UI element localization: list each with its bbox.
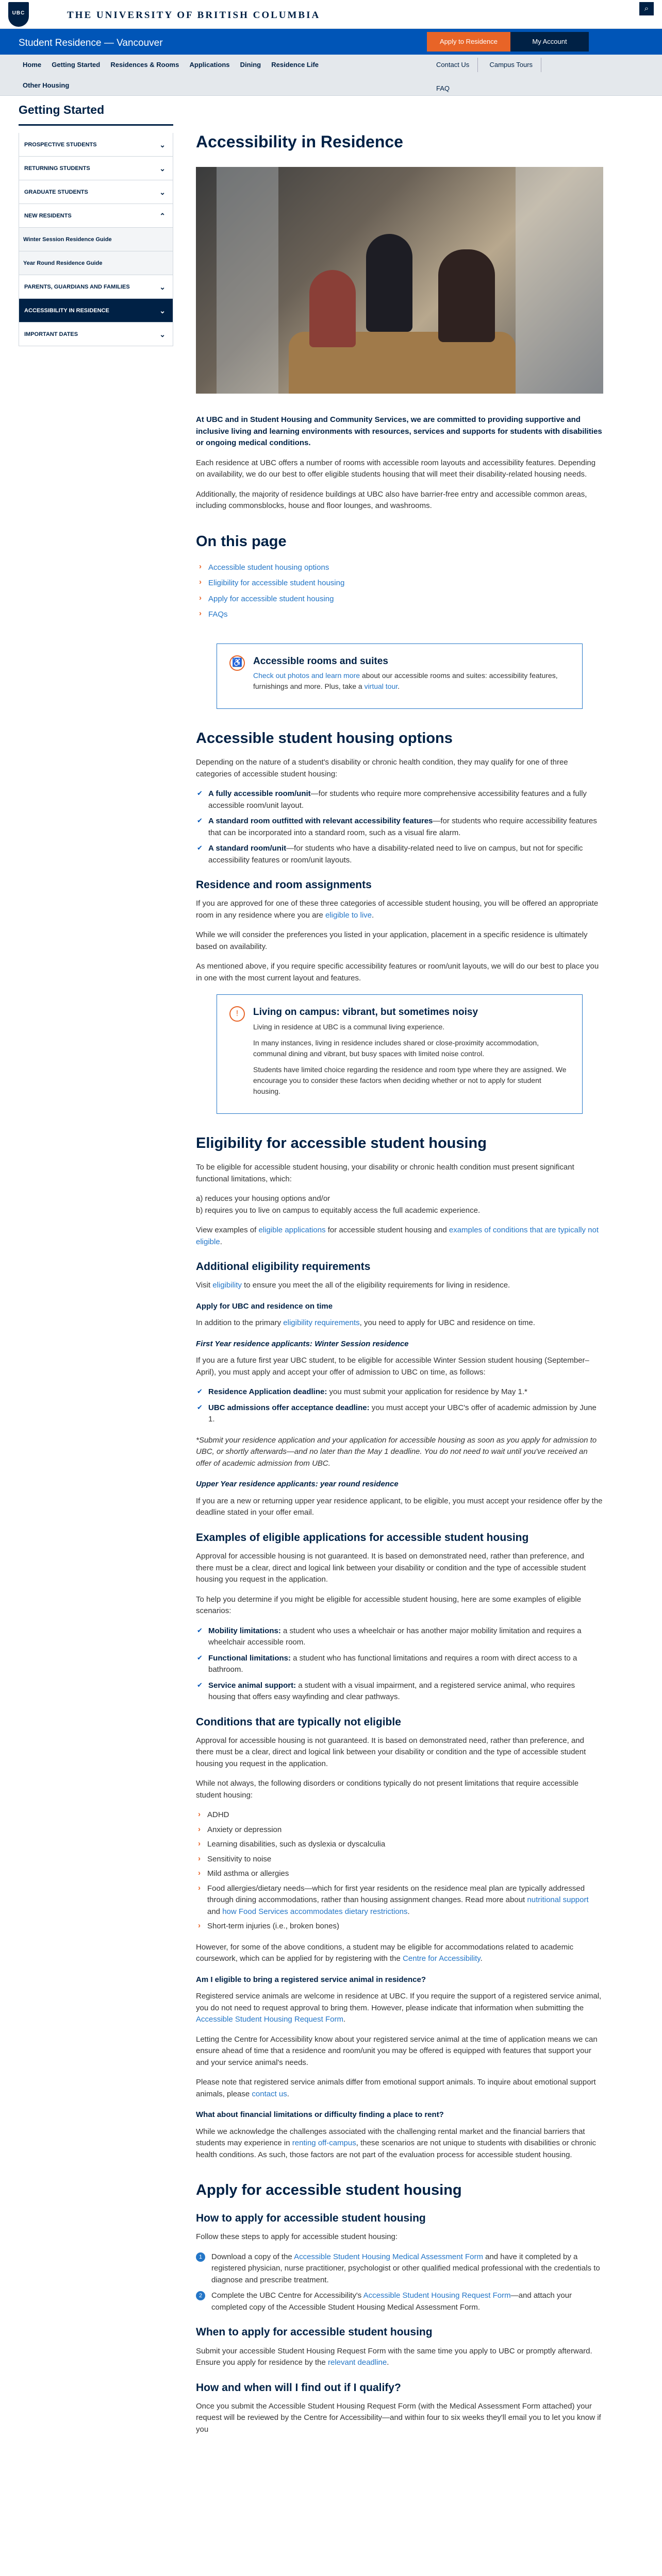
subheading-financial: What about financial limitations or difficulty finding a place to rent?: [196, 2110, 444, 2120]
not-eligible-link[interactable]: examples of conditions that are typically not eligible: [196, 1226, 599, 1246]
upper-year-paragraph: If you are a new or returning upper year residence applicant, to be eligible, you must accept your residence offer by the deadline stated in your offer email.: [196, 1496, 603, 1517]
eligibility-requirements-link[interactable]: eligibility requirements: [283, 1318, 360, 1328]
sidebar-item-label: PARENTS, GUARDIANS AND FAMILIES: [24, 283, 130, 290]
callout-accessible-rooms: [217, 643, 583, 709]
when-to-apply-paragraph: Submit your accessible Student Housing Request Form with the same time you apply to UBC or promptly afterward. Ensure you apply for residence by the relevant deadline.: [196, 2346, 592, 2367]
list-item: › ADHD: [196, 1809, 603, 1821]
sidebar-item-label: PROSPECTIVE STUDENTS: [24, 141, 97, 148]
chevron-up-icon[interactable]: ⌃: [159, 211, 166, 220]
sidebar-subitem-year-round-guide[interactable]: Year Round Residence Guide: [19, 251, 173, 275]
not-eligible-list: [196, 1809, 603, 1933]
on-this-page-heading: On this page: [196, 533, 287, 550]
callout-text: Students have limited choice regarding the residence and room type where they are assigned. We encourage you to consider these factors when deciding whether or not to apply for student housing.: [253, 1065, 567, 1096]
centre-for-accessibility-link[interactable]: Centre for Accessibility: [403, 1954, 481, 1963]
request-form-link[interactable]: Accessible Student Housing Request Form: [196, 2015, 343, 2024]
section-heading-eligibility: Eligibility for accessible student housing: [196, 1135, 487, 1152]
main-navigation: [0, 55, 662, 96]
nav-item-residences-rooms[interactable]: Residences & Rooms: [110, 61, 179, 69]
nav-item-faq[interactable]: FAQ: [436, 84, 450, 92]
unit-title[interactable]: Student Residence — Vancouver: [19, 38, 163, 48]
subheading-service-animal: Am I eligible to bring a registered service animal in residence?: [196, 1975, 426, 1984]
eligibility-criterion: b) requires you to live on campus to equitably access the full academic experience.: [196, 1206, 481, 1215]
sidebar-title: Getting Started: [19, 101, 173, 126]
list-item: ✔ Residence Application deadline: you must submit your application for residence by May 1.*: [196, 1386, 603, 1398]
nav-item-residence-life[interactable]: Residence Life: [271, 61, 319, 69]
step-item: Download a copy of the Accessible Student Housing Medical Assessment Form and have it completed by a registered physician, nurse practitioner, psychologist or other qualified medical professional with the credentials to diagnose and prescribe treatment.: [196, 2251, 603, 2286]
sidebar-item-returning-students[interactable]: [19, 157, 173, 180]
callout-text: Living in residence at UBC is a communal living experience.: [253, 1023, 445, 1031]
first-year-paragraph: If you are a future first year UBC student, to be eligible for accessible Winter Session student housing (September–April), you must apply and accept your offer of admission to UBC on time, as follows:: [196, 1356, 589, 1377]
examples-paragraph: Approval for accessible housing is not guaranteed. It is based on demonstrated need, rather than preference, and there must be a clear, direct and logical link between your disability or condition and the type of accessible student housing you request in the application.: [196, 1552, 586, 1584]
assignments-paragraph: As mentioned above, if you require specific accessibility features or room/unit layouts, we will do our best to place you in one with the most current layout and features.: [196, 962, 599, 982]
chevron-down-icon[interactable]: ⌄: [159, 140, 166, 149]
list-item: › Sensitivity to noise: [196, 1854, 603, 1866]
sidebar-item-parents[interactable]: [19, 275, 173, 299]
eligible-scenarios-list: [196, 1625, 603, 1703]
my-account-button[interactable]: My Account: [510, 32, 589, 52]
deadline-list: [196, 1386, 603, 1426]
housing-request-form-link[interactable]: Accessible Student Housing Request Form: [363, 2291, 511, 2300]
sidebar-item-graduate-students[interactable]: [19, 180, 173, 204]
find-out-paragraph: Once you submit the Accessible Student Housing Request Form (with the Medical Assessment Form attached) your request will be reviewed by the Centre for Accessibility—and within four to six weeks they'll email you to let you know if you: [196, 2401, 601, 2434]
nutritional-support-link[interactable]: nutritional support: [527, 1895, 589, 1905]
not-eligible-paragraph: While not always, the following disorders or conditions typically do not present limitations that require accessible student housing:: [196, 1779, 579, 1800]
list-item: › Learning disabilities, such as dyslexia or dyscalculia: [196, 1839, 603, 1851]
subheading-find-out: How and when will I find out if I qualify?: [196, 2381, 401, 2394]
options-intro: Depending on the nature of a student's disability or chronic health condition, they may qualify for one of three categories of accessible student housing:: [196, 758, 568, 778]
subheading-additional-requirements: Additional eligibility requirements: [196, 1261, 371, 1273]
relevant-deadline-link[interactable]: relevant deadline: [327, 2358, 387, 2367]
chevron-down-icon[interactable]: ⌄: [159, 306, 166, 315]
ubc-wordmark[interactable]: THE UNIVERSITY OF BRITISH COLUMBIA: [67, 10, 321, 21]
not-eligible-paragraph: However, for some of the above conditions, a student may be eligible for accommodations related to academic coursework, which can be applied for by registering with the Centre for Accessibility.: [196, 1942, 574, 1963]
ubc-global-header: [0, 0, 662, 29]
options-list: [196, 788, 603, 866]
nav-item-campus-tours[interactable]: Campus Tours: [480, 58, 541, 72]
callout-living-on-campus: [217, 994, 583, 1114]
sidebar-item-accessibility[interactable]: [19, 299, 173, 323]
list-item: › Food allergies/dietary needs—which for first year residents on the residence meal plan are typically addressed through dining accommodations, rather than housing assignment changes. Read more about nutritional support and how Food Services accommodates dietary restrictions.: [196, 1883, 603, 1918]
list-item: › Mild asthma or allergies: [196, 1868, 603, 1880]
sidebar-item-label: ACCESSIBILITY IN RESIDENCE: [24, 307, 109, 314]
eligible-applications-link[interactable]: eligible applications: [258, 1226, 326, 1235]
subheading-how-to-apply: How to apply for accessible student housing: [196, 2212, 426, 2225]
intro-paragraph: Each residence at UBC offers a number of rooms with accessible room layouts and accessibility features. Depending on availability, we do our best to offer eligible students housing that will meet their disability-related housing needs.: [196, 458, 596, 479]
subheading-apply-on-time: Apply for UBC and residence on time: [196, 1301, 333, 1311]
apply-steps-list: [196, 2251, 603, 2314]
eligibility-link[interactable]: eligibility: [212, 1281, 242, 1290]
section-heading-apply: Apply for accessible student housing: [196, 2182, 462, 2199]
anchor-link-apply[interactable]: › Apply for accessible student housing: [196, 591, 603, 607]
callout-text: In many instances, living in residence includes shared or close-proximity accommodation, communal dining and vibrant, but busy spaces with limited noise control.: [253, 1039, 539, 1058]
chevron-down-icon[interactable]: ⌄: [159, 188, 166, 196]
medical-assessment-form-link[interactable]: Accessible Student Housing Medical Assessment Form: [294, 2252, 483, 2261]
apply-on-time-paragraph: In addition to the primary eligibility requirements, you need to apply for UBC and residence on time.: [196, 1318, 535, 1328]
intro-paragraph: Additionally, the majority of residence buildings at UBC also have barrier-free entry and accessible common areas, including commonsblocks, house and floor lounges, and washrooms.: [196, 489, 587, 511]
on-this-page-list: [196, 560, 603, 623]
list-item: › Short-term injuries (i.e., broken bones): [196, 1921, 603, 1933]
nav-secondary: [427, 58, 589, 95]
list-item: ✔ A standard room/unit—for students who have a disability-related need to live on campus, but not for specific accessibility features or room/unit layouts.: [196, 843, 603, 866]
main-content: [196, 101, 603, 2444]
nav-item-getting-started[interactable]: Getting Started: [52, 61, 101, 69]
not-eligible-paragraph: Approval for accessible housing is not guaranteed. It is based on demonstrated need, rather than preference, and there must be a clear, direct and logical link between your disability or condition and the type of accessible student housing you request in the application.: [196, 1736, 586, 1768]
assignments-paragraph: If you are approved for one of these three categories of accessible student housing, you will be offered an appropriate room in any residence where you are eligible to live.: [196, 899, 599, 920]
eligible-to-live-link[interactable]: eligible to live: [325, 910, 372, 920]
callout-title: Living on campus: vibrant, but sometimes noisy: [253, 1007, 478, 1018]
sidebar-subitem-winter-guide[interactable]: Winter Session Residence Guide: [19, 228, 173, 251]
ubc-crest-logo[interactable]: [8, 2, 29, 27]
list-item: ✔ Mobility limitations: a student who uses a wheelchair or has another major mobility limitation and requires a wheelchair accessible room.: [196, 1625, 603, 1649]
sidebar-item-label: IMPORTANT DATES: [24, 331, 78, 337]
ubc-logo-text: UBC: [12, 10, 25, 16]
page-title: Accessibility in Residence: [196, 132, 403, 151]
virtual-tour-link[interactable]: virtual tour: [364, 682, 398, 691]
sidebar-item-label: GRADUATE STUDENTS: [24, 189, 88, 195]
list-item: › Anxiety or depression: [196, 1824, 603, 1836]
service-animal-paragraph: Registered service animals are welcome in residence at UBC. If you require the support of a registered service animal, you do not need to request approval to bring them. However, please indicate that information when submitting the Accessible Student Housing Request Form.: [196, 1992, 602, 2024]
additional-paragraph: Visit eligibility to ensure you meet the all of the eligibility requirements for living in residence.: [196, 1281, 510, 1290]
eligibility-examples-paragraph: View examples of eligible applications for accessible student housing and examples of conditions that are typically not eligible.: [196, 1226, 599, 1246]
nav-item-applications[interactable]: Applications: [189, 61, 230, 69]
sidebar-item-new-residents[interactable]: [19, 204, 173, 228]
sidebar-item-label: RETURNING STUDENTS: [24, 165, 90, 172]
callout-title: Accessible rooms and suites: [253, 655, 388, 667]
sidebar-item-prospective-students[interactable]: [19, 133, 173, 157]
nav-item-other-housing[interactable]: Other Housing: [23, 81, 70, 89]
sidebar-item-label: NEW RESIDENTS: [24, 212, 72, 219]
hero-image: [196, 167, 603, 394]
chevron-down-icon[interactable]: ⌄: [159, 330, 166, 338]
list-item: ✔ UBC admissions offer acceptance deadline: you must accept your UBC's offer of academic admission by June 1.: [196, 1402, 603, 1426]
food-services-link[interactable]: how Food Services accommodates dietary restrictions: [222, 1907, 408, 1916]
subheading-first-year: First Year residence applicants: Winter Session residence: [196, 1339, 409, 1348]
eligibility-intro: To be eligible for accessible student housing, your disability or chronic health condition must present significant functional limitations, which:: [196, 1163, 574, 1183]
section-heading-options: Accessible student housing options: [196, 730, 453, 747]
list-item: ✔ Functional limitations: a student who has functional limitations and requires a room with direct access to a bathroom.: [196, 1653, 603, 1676]
nav-item-home[interactable]: Home: [23, 61, 42, 69]
accessibility-icon: ♿: [229, 655, 245, 671]
service-animal-paragraph: Please note that registered service animals differ from emotional support animals. To inquire about emotional support animals, please contact us.: [196, 2078, 596, 2098]
warning-icon: !: [229, 1006, 245, 1022]
eligibility-criterion: a) reduces your housing options and/or: [196, 1194, 330, 1204]
apply-to-residence-button[interactable]: Apply to Residence: [427, 32, 510, 52]
list-item: ✔ Service animal support: a student with a visual impairment, and a registered service animal, who requires housing that offers easy wayfinding and clear pathways.: [196, 1680, 603, 1703]
nav-item-contact-us[interactable]: Contact Us: [427, 58, 478, 72]
callout-text: Check out photos and learn more about our accessible rooms and suites: accessibility features, furnishings and more. Plus, take a virtual tour.: [253, 671, 558, 691]
subheading-when-to-apply: When to apply for accessible student housing: [196, 2326, 433, 2338]
how-to-apply-intro: Follow these steps to apply for accessible student housing:: [196, 2232, 398, 2242]
examples-paragraph: To help you determine if you might be eligible for accessible student housing, here are some examples of eligible scenarios:: [196, 1595, 582, 1616]
nav-item-dining[interactable]: Dining: [240, 61, 261, 69]
subheading-not-eligible: Conditions that are typically not eligible: [196, 1716, 401, 1728]
financial-paragraph: While we acknowledge the challenges associated with the challenging rental market and the financial barriers that students may experience in renting off-campus, these scenarios are not unique to students with disabilities or chronic health conditions. As such, those factors are not part of the evaluation process for accessible student housing.: [196, 2127, 597, 2159]
nav-main-items: [19, 58, 421, 72]
step-item: Complete the UBC Centre for Accessibility's Accessible Student Housing Request Form—and attach your completed copy of the Accessible Student Housing Medical Assessment Form.: [196, 2290, 603, 2313]
subheading-upper-year: Upper Year residence applicants: year round residence: [196, 1480, 399, 1489]
unit-bar: [0, 29, 662, 55]
sidebar: [19, 101, 173, 346]
subheading-assignments: Residence and room assignments: [196, 879, 372, 891]
chevron-down-icon[interactable]: ⌄: [159, 282, 166, 291]
lead-paragraph: At UBC and in Student Housing and Community Services, we are committed to providing supportive and inclusive living and learning environments with resources, services and supports for students with disabilities or ongoing medical conditions.: [196, 415, 602, 448]
service-animal-paragraph: Letting the Centre for Accessibility know about your registered service animal at the time of application means we can ensure ahead of time that a residence and room/unit you may be offered is equipped with features that support your and your service animal's needs.: [196, 2035, 598, 2067]
renting-off-campus-link[interactable]: renting off-campus: [292, 2139, 356, 2148]
photos-link[interactable]: Check out photos and learn more: [253, 671, 360, 680]
assignments-paragraph: While we will consider the preferences you listed in your application, placement in a specific residence is ultimately based on availability.: [196, 930, 588, 951]
sidebar-item-important-dates[interactable]: [19, 323, 173, 346]
list-item: ✔ A standard room outfitted with relevant accessibility features—for students who require accessibility features that can be incorporated into a standard room, such as a visual fire alarm.: [196, 816, 603, 839]
anchor-link-faqs[interactable]: › FAQs: [196, 607, 603, 623]
subheading-eligible-examples: Examples of eligible applications for accessible student housing: [196, 1531, 529, 1544]
contact-us-link[interactable]: contact us: [252, 2089, 287, 2098]
deadline-note: *Submit your residence application and your application for accessible housing as soon as you apply for admission to UBC, or shortly afterwards—and no later than the May 1 deadline. You do not need to wait until you've received an offer of academic admission from UBC.: [196, 1435, 597, 1468]
search-icon[interactable]: ⌕: [639, 2, 654, 15]
list-item: ✔ A fully accessible room/unit—for students who require more comprehensive accessibility features and a fully accessible room/unit layout.: [196, 788, 603, 811]
anchor-link-eligibility[interactable]: › Eligibility for accessible student housing: [196, 575, 603, 591]
anchor-link-housing-options[interactable]: › Accessible student housing options: [196, 560, 603, 576]
chevron-down-icon[interactable]: ⌄: [159, 164, 166, 173]
